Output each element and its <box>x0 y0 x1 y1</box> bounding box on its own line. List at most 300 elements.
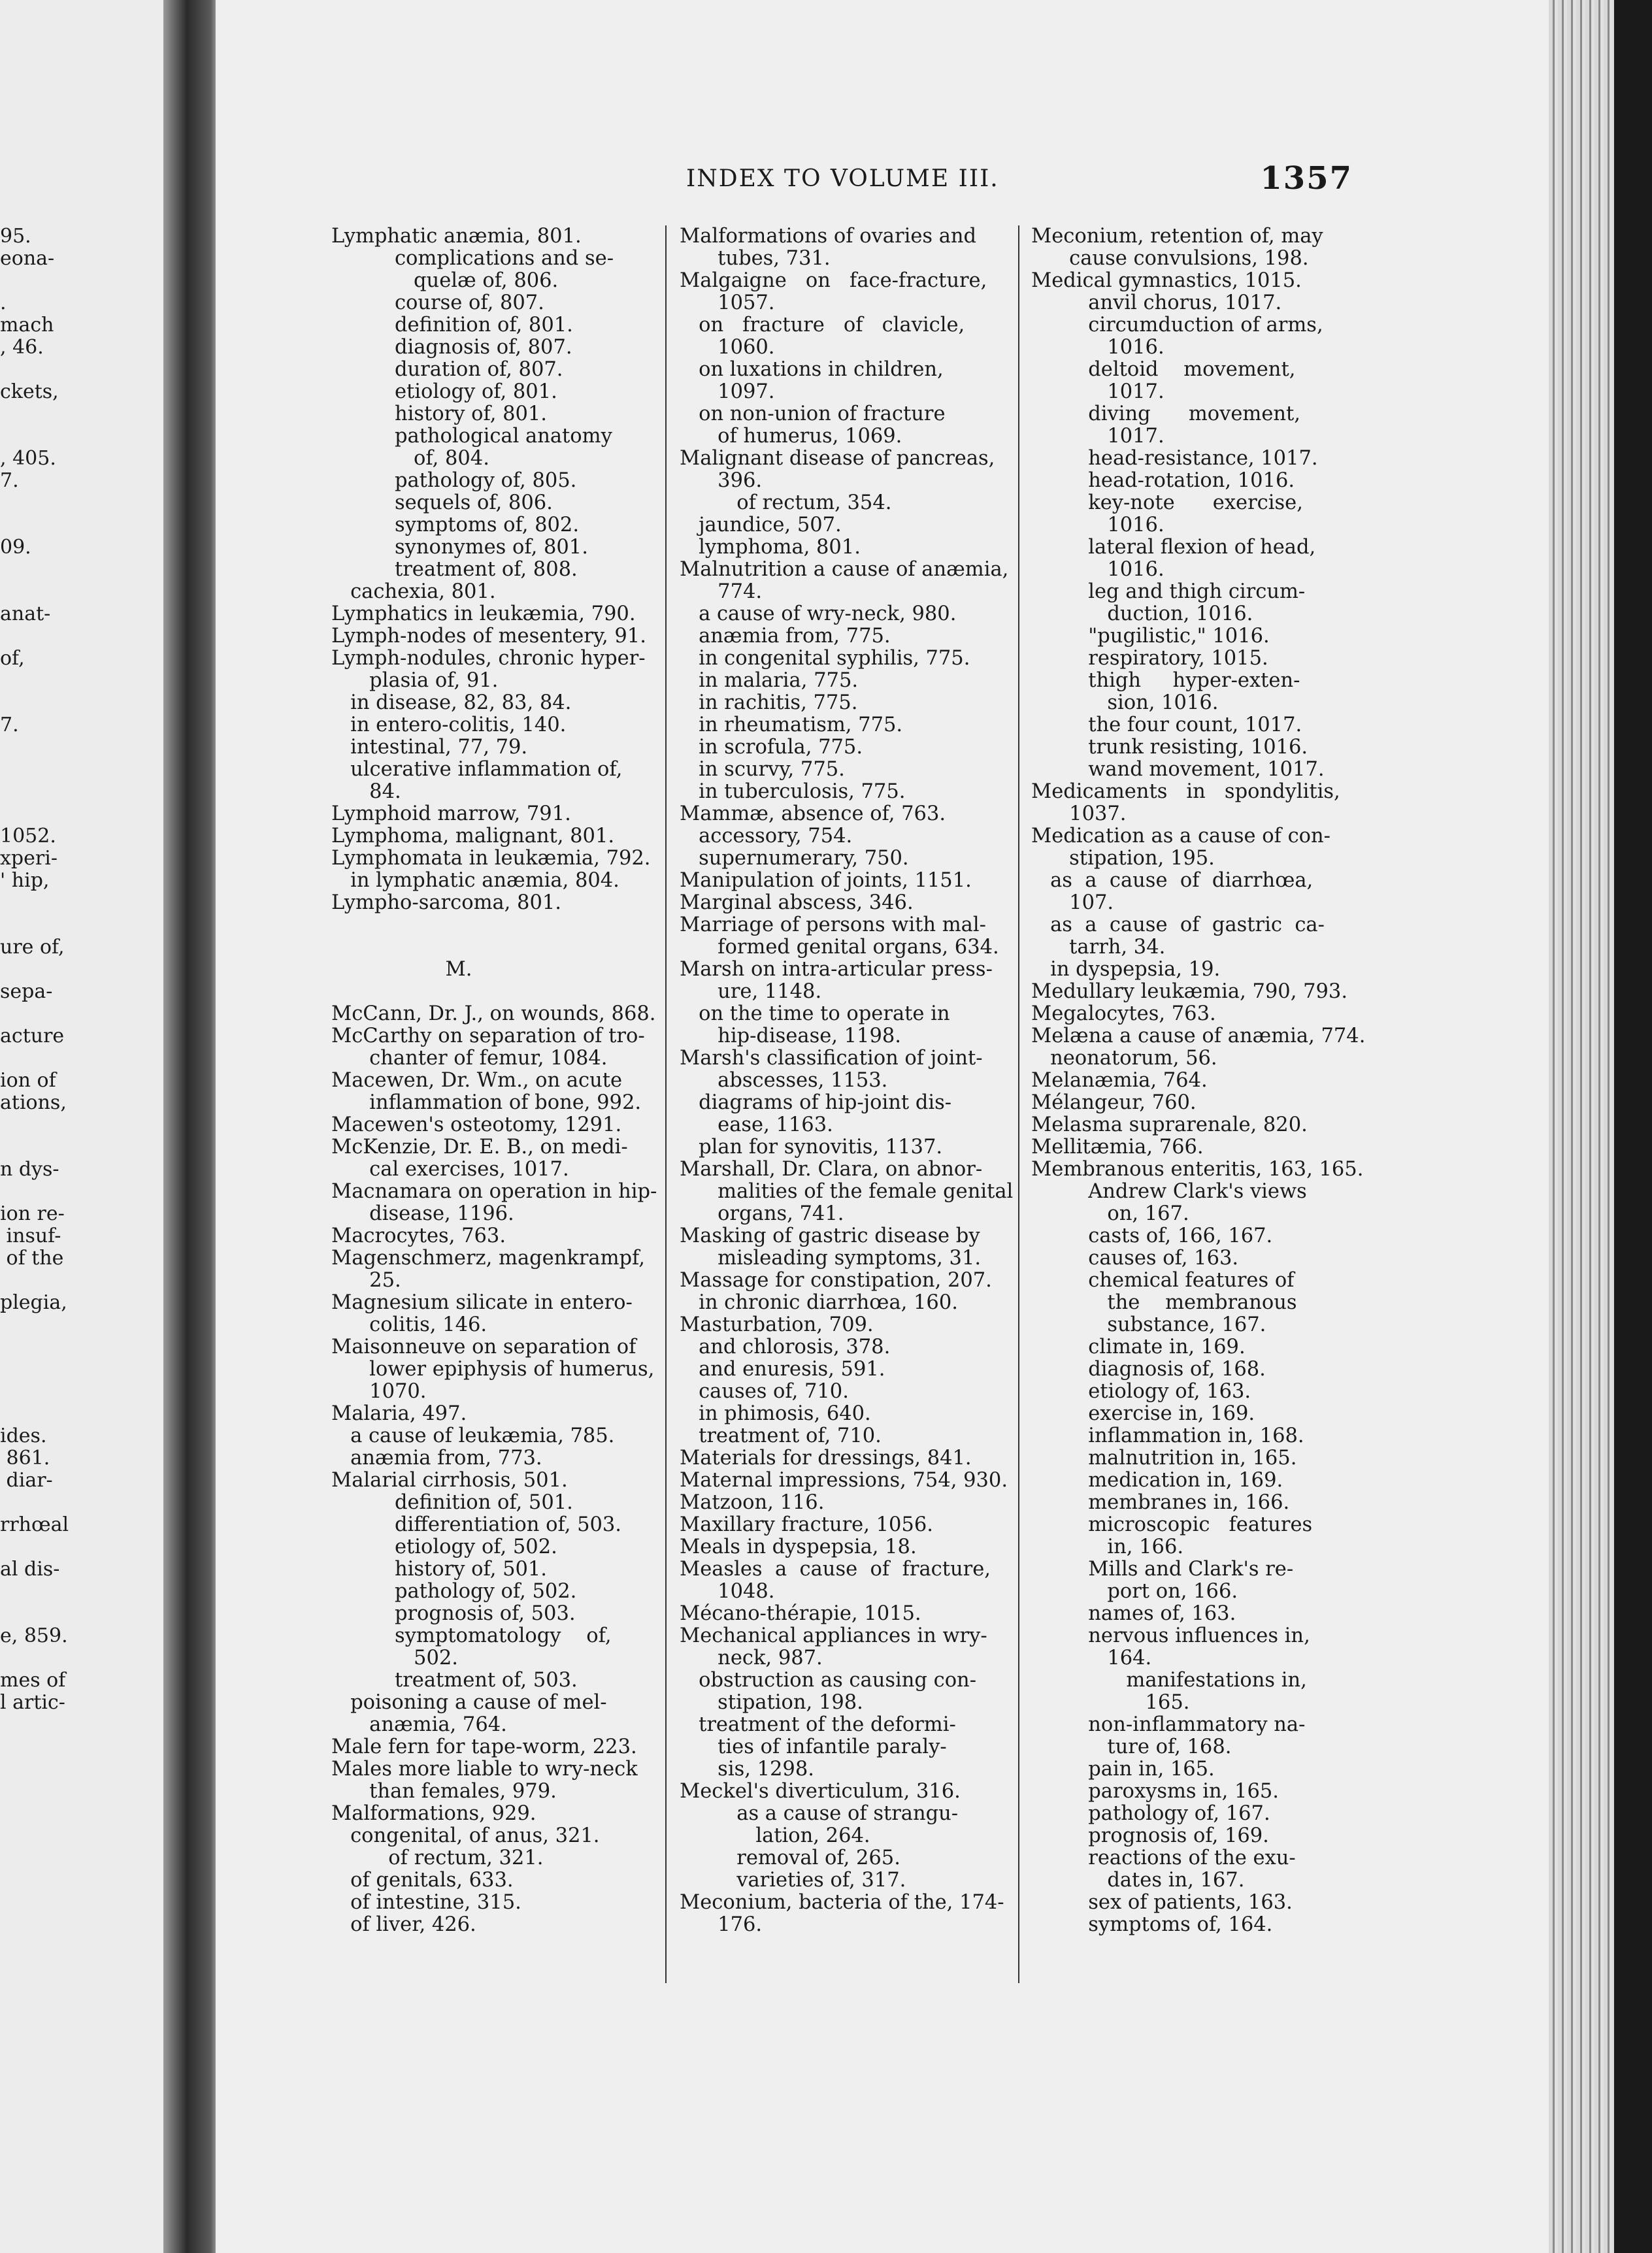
index-entry: Medullary leukæmia, 790, 793. <box>1031 980 1348 1003</box>
index-entry: Manipulation of joints, 1151. <box>680 869 972 892</box>
index-entry: sis, 1298. <box>680 1758 814 1781</box>
index-entry: malities of the female genital <box>680 1180 1014 1203</box>
index-entry: as a cause of gastric ca- <box>1031 913 1325 936</box>
index-entry: diagnosis of, 807. <box>331 336 572 359</box>
index-entry: diar- <box>0 1469 53 1492</box>
index-entry: Medication as a cause of con- <box>1031 825 1330 847</box>
index-entry: organs, 741. <box>680 1202 844 1225</box>
index-entry: Mécano-thérapie, 1015. <box>680 1602 921 1625</box>
index-entry: Mills and Clark's re- <box>1031 1558 1294 1581</box>
index-entry: in tuberculosis, 775. <box>680 780 906 803</box>
index-entry: medication in, 169. <box>1031 1469 1283 1492</box>
index-entry <box>0 425 69 448</box>
index-entry: Macrocytes, 763. <box>331 1225 506 1247</box>
index-entry: 165. <box>1031 1691 1190 1714</box>
index-entry: in dyspepsia, 19. <box>1031 958 1221 981</box>
index-entry: Macewen's osteotomy, 1291. <box>331 1113 622 1136</box>
index-entry: in entero-colitis, 140. <box>331 714 567 736</box>
index-entry: and chlorosis, 378. <box>680 1336 891 1358</box>
index-entry: plegia, <box>0 1291 67 1314</box>
column-divider-2 <box>1018 225 1019 1983</box>
index-entry: wand movement, 1017. <box>1031 758 1325 781</box>
index-entry: as a cause of strangu- <box>680 1802 959 1825</box>
index-entry: in lymphatic anæmia, 804. <box>331 869 620 892</box>
index-entry: removal of, 265. <box>680 1847 900 1869</box>
index-entry: insuf- <box>0 1225 61 1247</box>
index-entry: stipation, 195. <box>1031 847 1215 870</box>
index-entry: Lymphoma, malignant, 801. <box>331 825 615 847</box>
index-entry: nervous influences in, <box>1031 1624 1310 1647</box>
index-entry <box>0 670 69 692</box>
index-entry: ease, 1163. <box>680 1113 833 1136</box>
index-entry: e, 859. <box>0 1624 68 1647</box>
index-entry: treatment of, 808. <box>331 558 578 581</box>
index-entry: Malaria, 497. <box>331 1402 467 1425</box>
index-entry: synonymes of, 801. <box>331 536 588 559</box>
index-entry: Medicaments in spondylitis, <box>1031 780 1340 803</box>
index-entry: 1017. <box>1031 425 1165 448</box>
index-entry: formed genital organs, 634. <box>680 936 999 959</box>
index-entry: pathological anatomy <box>331 425 612 448</box>
index-entry: of humerus, 1069. <box>680 425 902 448</box>
index-entry: 1016. <box>1031 558 1165 581</box>
index-entry: anæmia, 764. <box>331 1713 507 1736</box>
index-entry: tubes, 731. <box>680 247 831 270</box>
index-entry: supernumerary, 750. <box>680 847 909 870</box>
index-column-1 <box>331 225 671 1936</box>
index-entry: 164. <box>1031 1647 1152 1669</box>
index-entry: 1048. <box>680 1580 775 1603</box>
index-entry <box>0 1381 69 1403</box>
index-entry: Lymphoid marrow, 791. <box>331 802 571 825</box>
index-entry: Meconium, bacteria of the, 174- <box>680 1891 1004 1914</box>
index-entry: on, 167. <box>1031 1202 1189 1225</box>
index-entry: duration of, 807. <box>331 358 563 381</box>
index-entry: treatment of, 710. <box>680 1424 882 1447</box>
index-entry <box>0 914 69 936</box>
index-entry: Maisonneuve on separation of <box>331 1336 636 1358</box>
index-entry <box>331 981 671 1003</box>
index-entry: tarrh, 34. <box>1031 936 1166 959</box>
index-entry <box>0 514 69 536</box>
index-entry: Megalocytes, 763. <box>1031 1002 1216 1025</box>
index-entry: of rectum, 354. <box>680 491 892 514</box>
index-entry: of intestine, 315. <box>331 1891 521 1914</box>
index-entry: port on, 166. <box>1031 1580 1238 1603</box>
index-entry: pathology of, 167. <box>1031 1802 1270 1825</box>
index-entry: head-rotation, 1016. <box>1031 469 1295 492</box>
index-entry <box>0 403 69 425</box>
index-entry: Marshall, Dr. Clara, on abnor- <box>680 1158 983 1181</box>
index-entry: as a cause of diarrhœa, <box>1031 869 1313 892</box>
index-entry: Magenschmerz, magenkrampf, <box>331 1247 645 1270</box>
header-title: INDEX TO VOLUME III. <box>686 165 999 192</box>
index-entry: ion re- <box>0 1202 65 1225</box>
index-entry: head-resistance, 1017. <box>1031 447 1318 470</box>
index-entry: Lymph-nodes of mesentery, 91. <box>331 625 646 648</box>
index-entry: in, 166. <box>1031 1536 1184 1558</box>
index-entry: diagrams of hip-joint dis- <box>680 1091 952 1114</box>
index-entry: of, <box>0 647 25 670</box>
index-entry: substance, 167. <box>1031 1313 1266 1336</box>
index-entry: , 46. <box>0 336 44 359</box>
index-entry: ckets, <box>0 380 59 403</box>
index-entry: acture <box>0 1025 65 1047</box>
index-entry: Malarial cirrhosis, 501. <box>331 1469 568 1492</box>
index-entry: 95. <box>0 225 31 248</box>
index-entry <box>0 759 69 781</box>
index-entry: Magnesium silicate in entero- <box>331 1291 633 1314</box>
index-entry: deltoid movement, <box>1031 358 1296 381</box>
index-entry: anat- <box>0 602 51 625</box>
index-entry: on non-union of fracture <box>680 403 946 425</box>
index-entry: Lympho-sarcoma, 801. <box>331 891 561 914</box>
index-entry: on the time to operate in <box>680 1002 950 1025</box>
index-entry: 774. <box>680 580 763 603</box>
index-entry: eona- <box>0 247 55 270</box>
index-entry: in scrofula, 775. <box>680 736 863 759</box>
index-entry: intestinal, 77, 79. <box>331 736 528 759</box>
index-entry: in rheumatism, 775. <box>680 714 903 736</box>
index-entry: Males more liable to wry-neck <box>331 1758 638 1781</box>
index-entry: than females, 979. <box>331 1780 557 1803</box>
index-entry: Massage for constipation, 207. <box>680 1269 992 1292</box>
index-entry: causes of, 710. <box>680 1380 849 1403</box>
index-entry: ties of infantile paraly- <box>680 1735 947 1758</box>
index-entry: 1052. <box>0 825 56 847</box>
index-entry <box>0 1358 69 1381</box>
index-entry: 1017. <box>1031 380 1165 403</box>
index-entry: lower epiphysis of humerus, <box>331 1358 655 1381</box>
index-entry: etiology of, 163. <box>1031 1380 1251 1403</box>
index-column-2 <box>680 225 1023 1936</box>
index-entry: Mélangeur, 760. <box>1031 1091 1197 1114</box>
index-entry: 107. <box>1031 891 1114 914</box>
index-entry: manifestations in, <box>1031 1669 1307 1692</box>
index-entry: treatment of the deformi- <box>680 1713 956 1736</box>
index-entry: pain in, 165. <box>1031 1758 1215 1781</box>
index-entry: cachexia, 801. <box>331 580 496 603</box>
index-entry: history of, 501. <box>331 1558 547 1581</box>
index-entry: Membranous enteritis, 163, 165. <box>1031 1158 1364 1181</box>
column-divider-1 <box>665 225 667 1983</box>
index-entry: accessory, 754. <box>680 825 853 847</box>
index-entry: Marsh's classification of joint- <box>680 1047 983 1070</box>
index-entry: ure of, <box>0 936 65 959</box>
index-entry: Lymphomata in leukæmia, 792. <box>331 847 651 870</box>
index-entry: diving movement, <box>1031 403 1300 425</box>
index-entry: Malignant disease of pancreas, <box>680 447 995 470</box>
page-number: 1357 <box>1260 160 1353 197</box>
index-entry: 502. <box>331 1647 458 1669</box>
index-entry: Malnutrition a cause of anæmia, <box>680 558 1009 581</box>
index-entry: on fracture of clavicle, <box>680 314 965 337</box>
index-entry: paroxysms in, 165. <box>1031 1780 1279 1803</box>
index-entry: Measles a cause of fracture, <box>680 1558 991 1581</box>
index-entry: prognosis of, 503. <box>331 1602 576 1625</box>
index-column-3 <box>1031 225 1397 1936</box>
index-entry <box>0 581 69 603</box>
index-entry: misleading symptoms, 31. <box>680 1247 982 1270</box>
index-entry: ture of, 168. <box>1031 1735 1232 1758</box>
index-entry: inflammation in, 168. <box>1031 1424 1304 1447</box>
index-entry: Malformations, 929. <box>331 1802 537 1825</box>
index-entry: neonatorum, 56. <box>1031 1047 1217 1070</box>
index-entry: Melæna a cause of anæmia, 774. <box>1031 1025 1366 1047</box>
index-entry: in phimosis, 640. <box>680 1402 871 1425</box>
index-entry: in disease, 82, 83, 84. <box>331 691 572 714</box>
index-entry <box>331 936 671 959</box>
index-entry: ides. <box>0 1424 47 1447</box>
index-entry: Matzoon, 116. <box>680 1491 825 1514</box>
index-entry: the membranous <box>1031 1291 1297 1314</box>
index-entry: 1037. <box>1031 802 1127 825</box>
index-entry <box>0 1114 69 1136</box>
index-entry: colitis, 146. <box>331 1313 487 1336</box>
index-entry: 1097. <box>680 380 775 403</box>
index-entry: in rachitis, 775. <box>680 691 858 714</box>
index-entry: abscesses, 1153. <box>680 1069 888 1092</box>
left-page-fragments <box>0 225 69 1714</box>
index-entry <box>0 1603 69 1625</box>
index-entry: of rectum, 321. <box>331 1847 544 1869</box>
index-entry: the four count, 1017. <box>1031 714 1302 736</box>
index-entry <box>0 892 69 914</box>
index-entry: anæmia from, 773. <box>331 1447 542 1470</box>
index-entry: 09. <box>0 536 31 559</box>
index-entry: sex of patients, 163. <box>1031 1891 1293 1914</box>
index-entry: in scurvy, 775. <box>680 758 845 781</box>
index-entry: dates in, 167. <box>1031 1869 1245 1892</box>
scan-border-right <box>1614 0 1652 2253</box>
index-entry: prognosis of, 169. <box>1031 1824 1269 1847</box>
index-entry: differentiation of, 503. <box>331 1513 621 1536</box>
index-entry <box>0 1492 69 1514</box>
index-entry: obstruction as causing con- <box>680 1669 977 1692</box>
index-entry: lation, 264. <box>680 1824 870 1847</box>
index-entry: pathology of, 805. <box>331 469 577 492</box>
index-entry: rrhœal <box>0 1513 69 1536</box>
index-entry: 7. <box>0 714 19 736</box>
index-entry: diagnosis of, 168. <box>1031 1358 1266 1381</box>
index-entry <box>0 1181 69 1203</box>
index-entry: n dys- <box>0 1158 59 1181</box>
index-entry: Marginal abscess, 346. <box>680 891 914 914</box>
index-entry: mes of <box>0 1669 66 1692</box>
index-entry: leg and thigh circum- <box>1031 580 1306 603</box>
index-entry: inflammation of bone, 992. <box>331 1091 642 1114</box>
index-entry: xperi- <box>0 847 58 870</box>
index-entry: Lymphatics in leukæmia, 790. <box>331 602 636 625</box>
index-entry: mach <box>0 314 54 337</box>
index-entry: duction, 1016. <box>1031 602 1253 625</box>
index-entry: Malformations of ovaries and <box>680 225 977 248</box>
index-entry: Marriage of persons with mal- <box>680 913 986 936</box>
index-entry <box>0 1536 69 1558</box>
index-entry: non-inflammatory na- <box>1031 1713 1306 1736</box>
index-entry: lymphoma, 801. <box>680 536 861 559</box>
index-entry: circumduction of arms, <box>1031 314 1323 337</box>
index-entry: cal exercises, 1017. <box>331 1158 569 1181</box>
index-entry: 861. <box>0 1447 50 1470</box>
index-entry <box>0 625 69 648</box>
index-entry <box>0 492 69 514</box>
index-entry: Medical gymnastics, 1015. <box>1031 269 1302 292</box>
index-entry: Male fern for tape-worm, 223. <box>331 1735 637 1758</box>
index-entry: sepa- <box>0 980 53 1003</box>
index-entry: 84. <box>331 780 401 803</box>
index-entry: chanter of femur, 1084. <box>331 1047 608 1070</box>
index-entry: chemical features of <box>1031 1269 1295 1292</box>
index-entry: Meals in dyspepsia, 18. <box>680 1536 917 1558</box>
index-entry: congenital, of anus, 321. <box>331 1824 600 1847</box>
index-entry: lateral flexion of head, <box>1031 536 1316 559</box>
index-entry: of liver, 426. <box>331 1913 476 1936</box>
index-entry: complications and se- <box>331 247 614 270</box>
index-entry: Melanæmia, 764. <box>1031 1069 1208 1092</box>
index-entry <box>0 1581 69 1603</box>
index-entry: etiology of, 801. <box>331 380 557 403</box>
index-entry: symptomatology of, <box>331 1624 612 1647</box>
index-entry: Andrew Clark's views <box>1031 1180 1307 1203</box>
index-entry <box>0 692 69 714</box>
index-entry: "pugilistic," 1016. <box>1031 625 1270 648</box>
index-entry: causes of, 163. <box>1031 1247 1239 1270</box>
index-entry: . <box>0 291 7 314</box>
index-entry <box>0 781 69 803</box>
left-page-edge <box>0 0 176 2253</box>
index-entry: ' hip, <box>0 869 50 892</box>
index-entry: l artic- <box>0 1691 65 1714</box>
index-entry <box>0 1003 69 1025</box>
index-entry: respiratory, 1015. <box>1031 647 1268 670</box>
index-entry: treatment of, 503. <box>331 1669 578 1692</box>
index-entry: membranes in, 166. <box>1031 1491 1290 1514</box>
index-entry: a cause of leukæmia, 785. <box>331 1424 615 1447</box>
index-entry: Meconium, retention of, may <box>1031 225 1323 248</box>
running-header <box>667 160 1353 199</box>
index-entry: plan for synovitis, 1137. <box>680 1136 943 1159</box>
index-entry: plasia of, 91. <box>331 669 499 692</box>
index-entry: names of, 163. <box>1031 1602 1236 1625</box>
index-entry: casts of, 166, 167. <box>1031 1225 1273 1247</box>
index-entry: climate in, 169. <box>1031 1336 1246 1358</box>
index-entry: ulcerative inflammation of, <box>331 758 623 781</box>
index-entry: , 405. <box>0 447 56 470</box>
index-entry: course of, 807. <box>331 291 544 314</box>
index-entry <box>331 914 671 936</box>
index-entry: symptoms of, 164. <box>1031 1913 1273 1936</box>
index-entry: M. <box>331 958 472 981</box>
index-entry <box>0 803 69 825</box>
index-entry: quelæ of, 806. <box>331 269 559 292</box>
index-entry: anæmia from, 775. <box>680 625 891 648</box>
index-entry: sion, 1016. <box>1031 691 1219 714</box>
index-entry: Materials for dressings, 841. <box>680 1447 972 1470</box>
index-entry: microscopic features <box>1031 1513 1313 1536</box>
index-entry: sequels of, 806. <box>331 491 553 514</box>
index-entry: Lymph-nodules, chronic hyper- <box>331 647 646 670</box>
index-entry <box>0 1336 69 1358</box>
index-entry <box>0 1314 69 1336</box>
index-entry: 1057. <box>680 291 775 314</box>
index-entry: 396. <box>680 469 763 492</box>
index-entry: Marsh on intra-articular press- <box>680 958 993 981</box>
index-entry: symptoms of, 802. <box>331 514 580 536</box>
index-entry: in congenital syphilis, 775. <box>680 647 970 670</box>
index-entry: reactions of the exu- <box>1031 1847 1296 1869</box>
index-entry: in chronic diarrhœa, 160. <box>680 1291 958 1314</box>
index-entry: exercise in, 169. <box>1031 1402 1255 1425</box>
index-entry <box>0 1403 69 1425</box>
index-entry: etiology of, 502. <box>331 1536 557 1558</box>
index-entry <box>0 1047 69 1070</box>
index-entry: McCarthy on separation of tro- <box>331 1025 645 1047</box>
index-entry <box>0 559 69 581</box>
index-entry: stipation, 198. <box>680 1691 863 1714</box>
index-entry <box>0 1647 69 1669</box>
index-entry: key-note exercise, <box>1031 491 1303 514</box>
index-entry: McKenzie, Dr. E. B., on medi- <box>331 1136 628 1159</box>
index-entry: Melasma suprarenale, 820. <box>1031 1113 1308 1136</box>
index-entry: 1016. <box>1031 514 1165 536</box>
index-entry: Mechanical appliances in wry- <box>680 1624 987 1647</box>
index-entry: hip-disease, 1198. <box>680 1025 901 1047</box>
index-entry: malnutrition in, 165. <box>1031 1447 1297 1470</box>
index-entry: 1070. <box>331 1380 427 1403</box>
index-entry: varieties of, 317. <box>680 1869 906 1892</box>
index-entry: pathology of, 502. <box>331 1580 577 1603</box>
index-entry: Macnamara on operation in hip- <box>331 1180 657 1203</box>
index-entry: Malgaigne on face-fracture, <box>680 269 987 292</box>
index-entry <box>0 959 69 981</box>
index-entry: jaundice, 507. <box>680 514 842 536</box>
index-entry <box>0 270 69 292</box>
index-entry: ion of <box>0 1069 56 1092</box>
index-entry: 25. <box>331 1269 401 1292</box>
index-entry: definition of, 801. <box>331 314 573 337</box>
index-entry <box>0 736 69 759</box>
index-entry: Masking of gastric disease by <box>680 1225 980 1247</box>
index-entry: 1016. <box>1031 336 1165 359</box>
index-entry: cause convulsions, 198. <box>1031 247 1309 270</box>
index-entry: Masturbation, 709. <box>680 1313 874 1336</box>
index-entry: poisoning a cause of mel- <box>331 1691 607 1714</box>
index-entry: of the <box>0 1247 64 1270</box>
index-entry: 176. <box>680 1913 763 1936</box>
index-entry: Lymphatic anæmia, 801. <box>331 225 582 248</box>
index-entry: Mammæ, absence of, 763. <box>680 802 946 825</box>
index-entry: anvil chorus, 1017. <box>1031 291 1282 314</box>
index-entry <box>0 1136 69 1159</box>
index-entry: thigh hyper-exten- <box>1031 669 1300 692</box>
index-entry: of, 804. <box>331 447 489 470</box>
index-entry: definition of, 501. <box>331 1491 573 1514</box>
index-entry: Macewen, Dr. Wm., on acute <box>331 1069 623 1092</box>
index-entry: ations, <box>0 1091 67 1114</box>
index-entry: Mellitæmia, 766. <box>1031 1136 1204 1159</box>
index-entry: Meckel's diverticulum, 316. <box>680 1780 961 1803</box>
index-entry: in malaria, 775. <box>680 669 859 692</box>
index-entry: Maxillary fracture, 1056. <box>680 1513 933 1536</box>
book-gutter <box>163 0 222 2253</box>
index-entry: McCann, Dr. J., on wounds, 868. <box>331 1002 656 1025</box>
index-entry: on luxations in children, <box>680 358 944 381</box>
index-entry: history of, 801. <box>331 403 547 425</box>
index-entry: 7. <box>0 469 19 492</box>
index-entry: disease, 1196. <box>331 1202 514 1225</box>
index-entry: Maternal impressions, 754, 930. <box>680 1469 1008 1492</box>
